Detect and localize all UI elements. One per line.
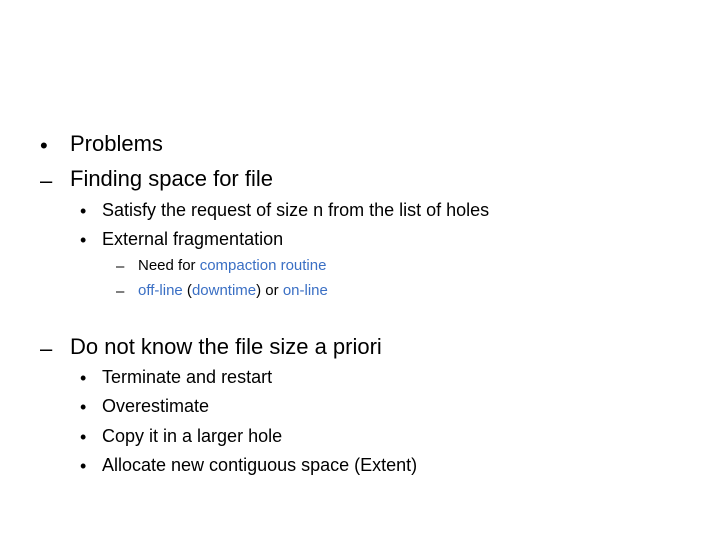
sub-item: Overestimate	[102, 396, 210, 416]
compaction-routine-text: compaction routine	[199, 257, 327, 274]
offline-text: off-line	[138, 282, 183, 299]
dash-marker: –	[40, 168, 53, 193]
bullet-marker: •	[80, 201, 87, 221]
dash-marker: –	[116, 258, 125, 275]
external-fragmentation-item: External fragmentation	[102, 229, 284, 249]
problems-heading: Problems	[70, 131, 163, 156]
finding-space-item: Finding space for file	[70, 166, 273, 191]
dash-marker: –	[40, 336, 53, 361]
compaction-item	[138, 258, 326, 273]
offline-online-item	[138, 283, 328, 298]
sub-item: Allocate new contiguous space (Extent)	[102, 455, 418, 475]
bullet-marker: •	[40, 133, 48, 158]
bullet-marker: •	[80, 230, 87, 250]
sub-item: Copy it in a larger hole	[102, 426, 283, 446]
need-for-text: Need for	[138, 257, 200, 274]
paren-close-or-text: ) or	[256, 282, 283, 299]
sub-item: Terminate and restart	[102, 367, 273, 387]
dash-marker: –	[116, 283, 125, 300]
do-not-know-item: Do not know the file size a priori	[70, 334, 382, 359]
bullet-marker: •	[80, 427, 87, 447]
paren-open-text: (	[182, 282, 192, 299]
bullet-marker: •	[80, 368, 87, 388]
bullet-marker: •	[80, 456, 87, 476]
online-text: on-line	[282, 282, 328, 299]
downtime-text: downtime	[191, 282, 257, 299]
satisfy-request-item: Satisfy the request of size n from the list of holes	[102, 200, 490, 220]
bullet-marker: •	[80, 397, 87, 417]
